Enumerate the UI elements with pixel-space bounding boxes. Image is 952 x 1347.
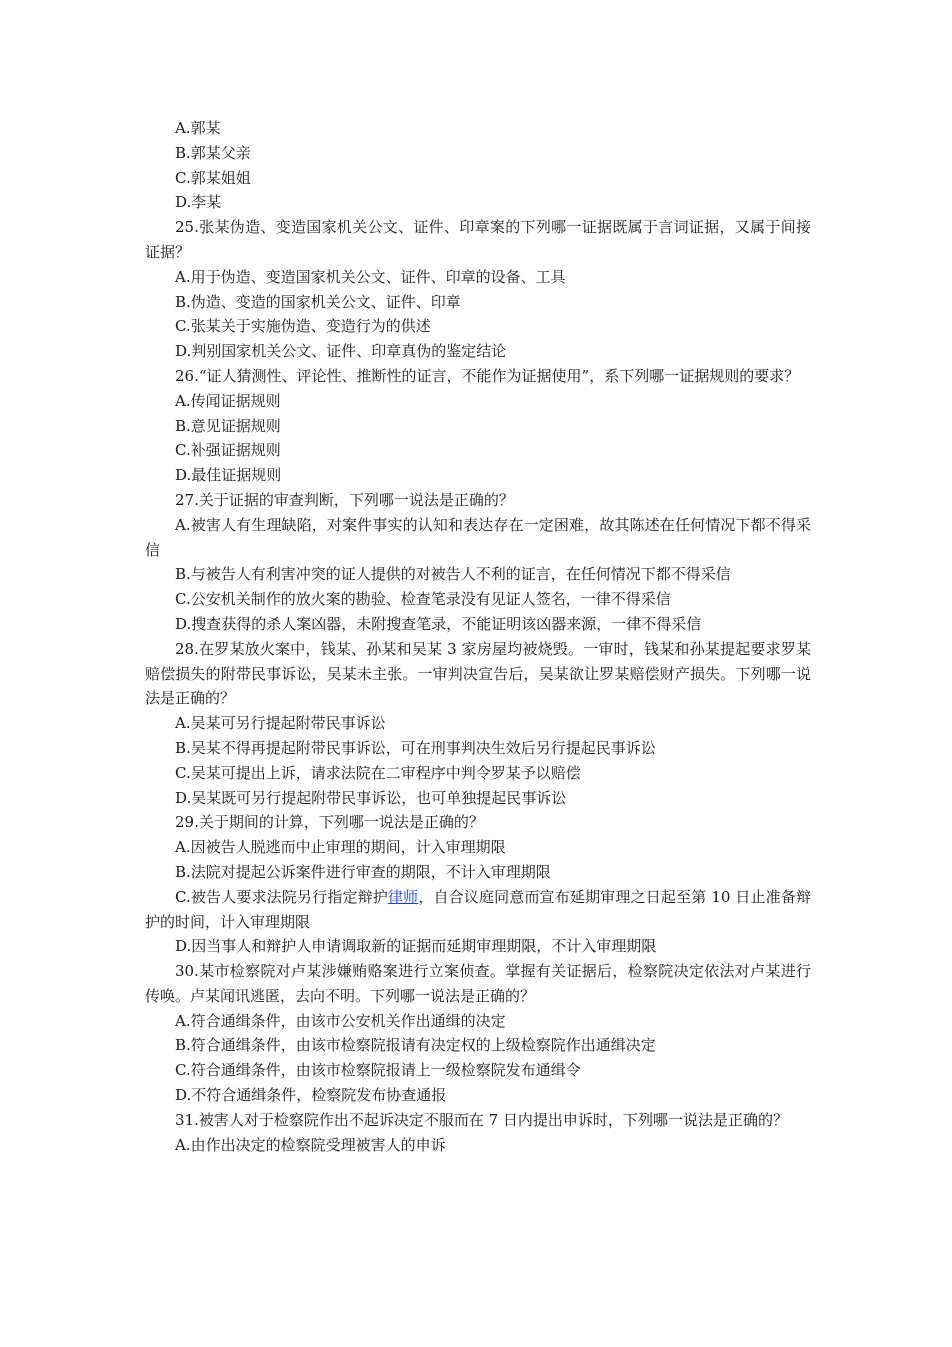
q25-option-a: A.用于伪造、变造国家机关公文、证件、印章的设备、工具 xyxy=(175,267,566,286)
q29-option-c-text-before: C.被告人要求法院另行指定辩护 xyxy=(175,887,388,906)
document-page xyxy=(145,116,811,1157)
q30-stem: 30.某市检察院对卢某涉嫌贿赂案进行立案侦查。掌握有关证据后，检察院决定依法对卢某进行传唤。卢某闻讯逃匿，去向不明。下列哪一说法是正确的？ xyxy=(145,962,811,1005)
q27-option-d: D.搜查获得的杀人案凶器，未附搜查笔录，不能证明该凶器来源，一律不得采信 xyxy=(175,614,702,633)
q29-option-c-text-after: ，自合议庭同意而宣布延期审理之日起至第 10 日止准备辩护的时间，计入审理期限 xyxy=(145,887,811,931)
q30-option-d: D.不符合通缉条件，检察院发布协查通报 xyxy=(175,1086,447,1105)
q27-option-c: C.公安机关制作的放火案的勘验、检查笔录没有见证人签名，一律不得采信 xyxy=(175,590,671,609)
q25-option-c: C.张某关于实施伪造、变造行为的供述 xyxy=(175,317,431,336)
q29-option-c xyxy=(145,885,811,935)
q29-option-d: D.因当事人和辩护人申请调取新的证据而延期审理期限，不计入审理期限 xyxy=(175,937,657,956)
q28-option-c: C.吴某可提出上诉，请求法院在二审程序中判令罗某予以赔偿 xyxy=(175,763,581,782)
q24-option-c: C.郭某姐姐 xyxy=(175,168,251,187)
q27-option-b: B.与被告人有利害冲突的证人提供的对被告人不利的证言，在任何情况下都不得采信 xyxy=(175,565,731,584)
q26-option-d: D.最佳证据规则 xyxy=(175,466,282,485)
q28-option-d: D.吴某既可另行提起附带民事诉讼，也可单独提起民事诉讼 xyxy=(175,788,567,807)
q28-stem: 28.在罗某放火案中，钱某、孙某和吴某 3 家房屋均被烧毁。一审时，钱某和孙某提起要求罗某赔偿损失的附带民事诉讼，吴某未主张。一审判决宣告后，吴某欲让罗某赔偿财产损失。下列哪一说法是正确的？ xyxy=(145,639,811,708)
q26-option-b: B.意见证据规则 xyxy=(175,416,281,435)
q29-option-a: A.因被告人脱逃而中止审理的期间，计入审理期限 xyxy=(175,838,506,857)
q24-option-b: B.郭某父亲 xyxy=(175,143,251,162)
q25-stem: 25.张某伪造、变造国家机关公文、证件、印章案的下列哪一证据既属于言词证据，又属于间接证据？ xyxy=(145,218,811,261)
q30-option-c: C.符合通缉条件，由该市检察院报请上一级检察院发布通缉令 xyxy=(175,1061,581,1080)
q26-option-a: A.传闻证据规则 xyxy=(175,391,281,410)
q31-stem: 31.被害人对于检察院作出不起诉决定不服而在 7 日内提出申诉时，下列哪一说法是正确的？ xyxy=(175,1110,788,1129)
q28-option-b: B.吴某不得再提起附带民事诉讼，可在刑事判决生效后另行提起民事诉讼 xyxy=(175,738,656,757)
q26-stem: 26.“证人猜测性、评论性、推断性的证言，不能作为证据使用”，系下列哪一证据规则的要求？ xyxy=(175,366,800,385)
q29-stem: 29.关于期间的计算，下列哪一说法是正确的？ xyxy=(175,813,484,832)
q28-option-a: A.吴某可另行提起附带民事诉讼 xyxy=(175,714,386,733)
q25-option-d: D.判别国家机关公文、证件、印章真伪的鉴定结论 xyxy=(175,342,507,361)
q30-option-a: A.符合通缉条件，由该市公安机关作出通缉的决定 xyxy=(175,1011,506,1030)
q27-stem: 27.关于证据的审查判断，下列哪一说法是正确的？ xyxy=(175,490,514,509)
q25-option-b: B.伪造、变造的国家机关公文、证件、印章 xyxy=(175,292,461,311)
q26-option-c: C.补强证据规则 xyxy=(175,441,281,460)
q29-option-b: B.法院对提起公诉案件进行审查的期限，不计入审理期限 xyxy=(175,862,551,881)
q31-option-a: A.由作出决定的检察院受理被害人的申诉 xyxy=(175,1135,446,1154)
q27-option-a: A.被害人有生理缺陷，对案件事实的认知和表达存在一定困难，故其陈述在任何情况下都不得采信 xyxy=(145,515,811,559)
q30-option-b: B.符合通缉条件，由该市检察院报请有决定权的上级检察院作出通缉决定 xyxy=(175,1036,656,1055)
q24-option-a: A.郭某 xyxy=(175,119,221,137)
lawyer-link[interactable]: 律师 xyxy=(387,887,419,906)
q24-option-d: D.李某 xyxy=(175,193,222,212)
